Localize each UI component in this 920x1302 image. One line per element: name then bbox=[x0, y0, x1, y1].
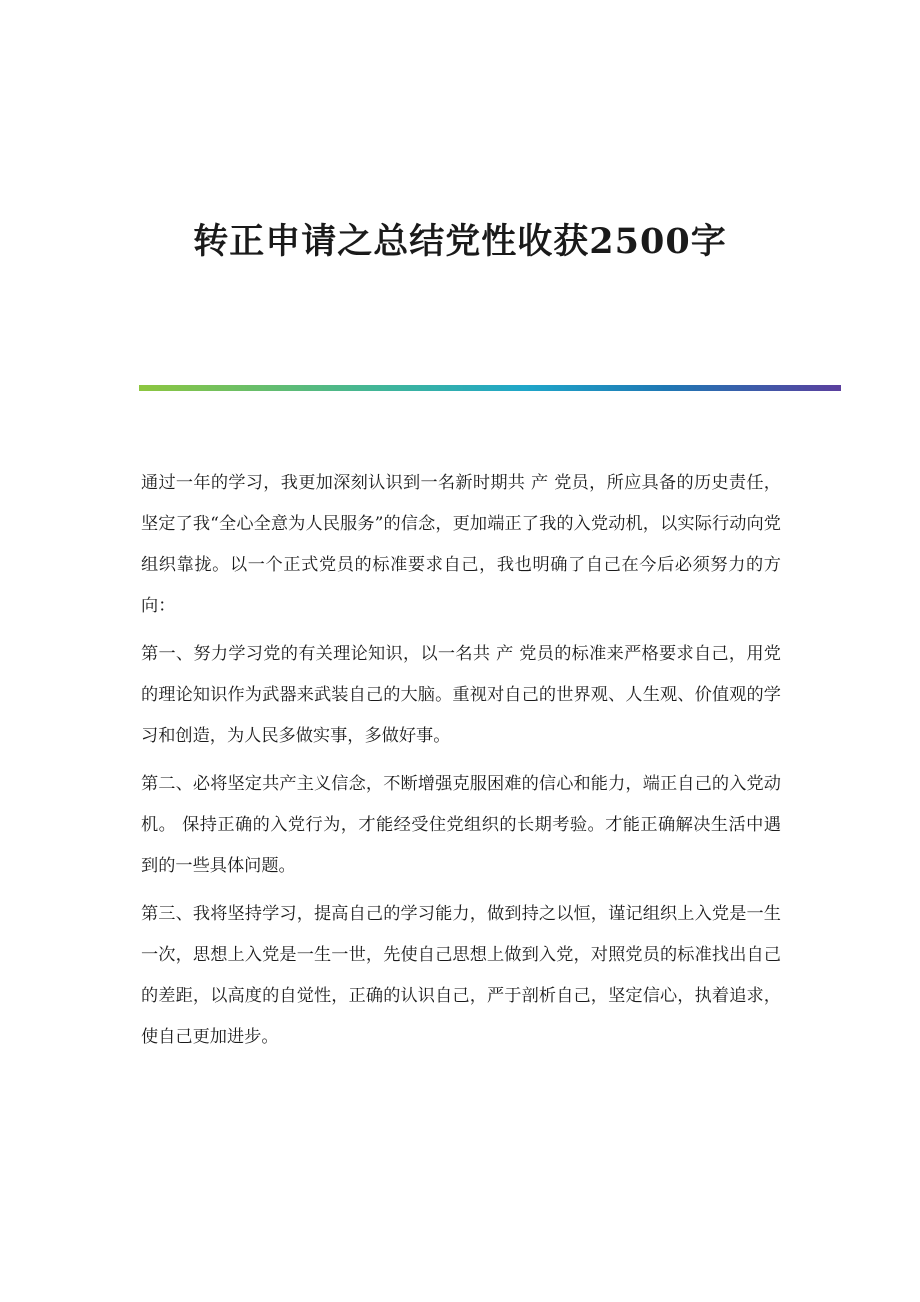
document-title: 转正申请之总结党性收获2500字 bbox=[193, 221, 727, 262]
paragraph-intro: 通过一年的学习，我更加深刻认识到一名新时期共 产 党员，所应具备的历史责任，坚定了我“全心全意为人民服务”的信念，更加端正了我的入党动机，以实际行动向党组织靠拢。以一个正式党员的标准要求自己，我也明确了自己在今后必须努力的方向： bbox=[141, 473, 781, 616]
gradient-divider bbox=[139, 385, 841, 391]
paragraph-third: 第三、我将坚持学习，提高自己的学习能力，做到持之以恒，谨记组织上入党是一生一次，思想上入党是一生一世，先使自己思想上做到入党，对照党员的标准找出自己的差距，以高度的自觉性，正确的认识自己，严于剖析自己，坚定信心，执着追求，使自己更加进步。 bbox=[141, 904, 781, 1047]
paragraph-first: 第一、努力学习党的有关理论知识，以一名共 产 党员的标准来严格要求自己，用党的理论知识作为武器来武装自己的大脑。重视对自己的世界观、人生观、价值观的学习和创造，为人民多做实事，多做好事。 bbox=[141, 644, 781, 746]
document-body bbox=[141, 463, 781, 1065]
paragraph-second: 第二、必将坚定共产主义信念，不断增强克服困难的信心和能力，端正自己的入党动机。 保持正确的入党行为，才能经受住党组织的长期考验。才能正确解决生活中遇到的一些具体问题。 bbox=[141, 774, 781, 876]
